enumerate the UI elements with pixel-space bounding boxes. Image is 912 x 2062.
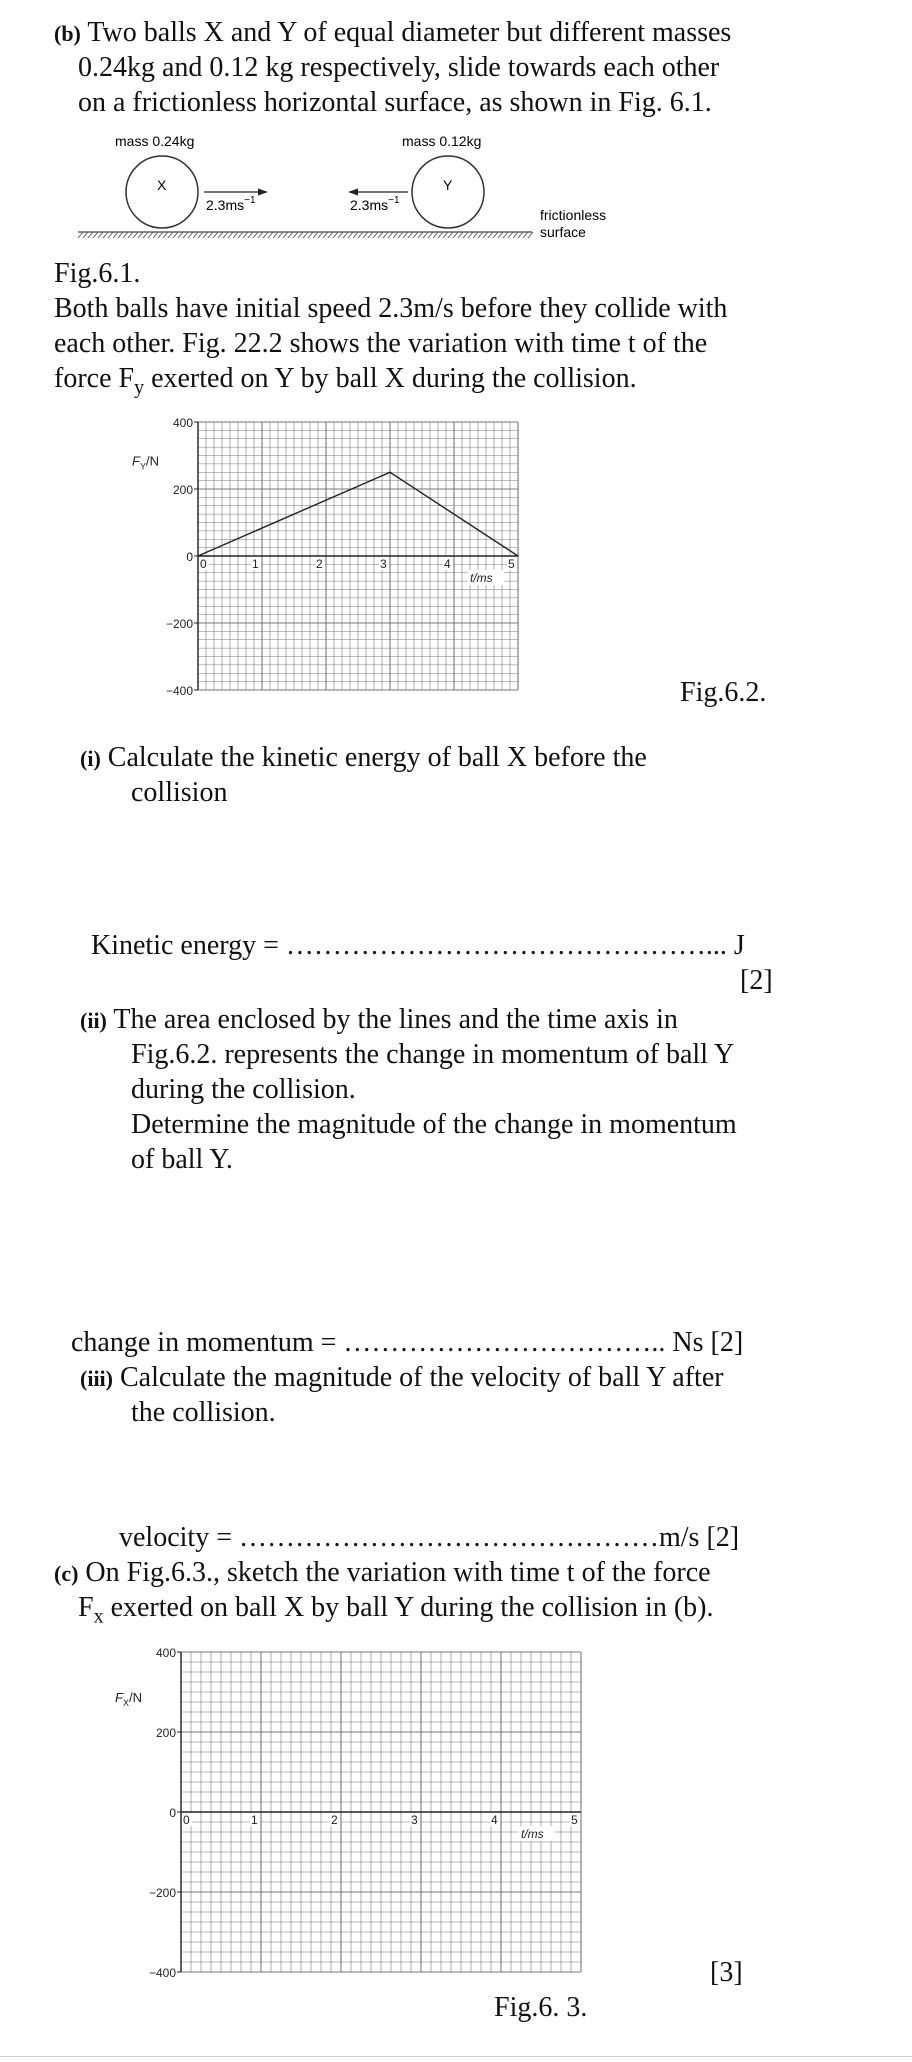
y-tick-label: 0 xyxy=(186,550,193,564)
hatch-stroke xyxy=(413,232,418,238)
hatch-stroke xyxy=(423,232,428,238)
part-c-marks: [3] xyxy=(710,1957,743,1988)
data-point xyxy=(389,471,391,473)
q-i-label: (i) xyxy=(80,746,101,771)
hatch-stroke xyxy=(248,232,253,238)
x-tick-label: 4 xyxy=(491,1813,498,1827)
y-tick-label: −200 xyxy=(148,1886,176,1900)
hatch-stroke xyxy=(443,232,448,238)
hatch-stroke xyxy=(303,232,308,238)
fig62-chart xyxy=(120,410,610,700)
hatch-stroke xyxy=(453,232,458,238)
hatch-stroke xyxy=(288,232,293,238)
surface-label-1: frictionless xyxy=(540,207,607,223)
hatch-stroke xyxy=(308,232,313,238)
y-tick-label: 200 xyxy=(172,483,193,497)
hatch-stroke xyxy=(133,232,138,238)
x-tick-label: 3 xyxy=(380,557,387,571)
hatch-stroke xyxy=(93,232,98,238)
hatch-stroke xyxy=(323,232,328,238)
surface-label-2: surface xyxy=(540,224,586,240)
arrow-y-head xyxy=(348,189,358,196)
hatch-stroke xyxy=(153,232,158,238)
hatch-stroke xyxy=(343,232,348,238)
hatch-stroke xyxy=(193,232,198,238)
hatch-stroke xyxy=(473,232,478,238)
hatch-stroke xyxy=(103,232,108,238)
hatch-stroke xyxy=(258,232,263,238)
hatch-stroke xyxy=(228,232,233,238)
hatch-stroke xyxy=(283,232,288,238)
hatch-stroke xyxy=(313,232,318,238)
x-tick-label: 0 xyxy=(183,1813,190,1827)
hatch-stroke xyxy=(528,232,533,238)
x-axis-title: t/ms xyxy=(470,571,493,585)
q-ii-line4: Determine the magnitude of the change in momentum xyxy=(131,1109,737,1140)
q-ii-answer: change in momentum = …………………………….. Ns [2] xyxy=(71,1327,744,1358)
hatch-stroke xyxy=(433,232,438,238)
hatch-stroke xyxy=(218,232,223,238)
y-tick-label: 400 xyxy=(172,416,193,430)
q-ii-line2: Fig.6.2. represents the change in momentum of ball Y xyxy=(131,1039,735,1070)
q-i-answer: Kinetic energy = ………………………………………... J xyxy=(91,930,745,961)
y-axis-title: $F_X/N$ xyxy=(115,1690,142,1708)
hatch-stroke xyxy=(113,232,118,238)
hatch-stroke xyxy=(178,232,183,238)
page-bottom-rule xyxy=(0,2056,912,2057)
hatch-stroke xyxy=(273,232,278,238)
hatch-stroke xyxy=(233,232,238,238)
hatch-stroke xyxy=(128,232,133,238)
hatch-stroke xyxy=(498,232,503,238)
hatch-stroke xyxy=(493,232,498,238)
hatch-stroke xyxy=(403,232,408,238)
hatch-stroke xyxy=(98,232,103,238)
hatch-stroke xyxy=(278,232,283,238)
hatch-stroke xyxy=(173,232,178,238)
fig63-chart xyxy=(103,1640,593,1980)
hatch-stroke xyxy=(428,232,433,238)
hatch-stroke xyxy=(148,232,153,238)
hatch-stroke xyxy=(208,232,213,238)
hatch-stroke xyxy=(468,232,473,238)
part-c-label: (c) xyxy=(54,1561,79,1586)
hatch-stroke xyxy=(373,232,378,238)
intro-line2: each other. Fig. 22.2 shows the variation with time t of the xyxy=(54,328,708,359)
hatch-stroke xyxy=(263,232,268,238)
speed-x-label: $2.3ms^{-1}$ xyxy=(206,195,256,213)
part-c-line1: (c) On Fig.6.3., sketch the variation with time t of the force xyxy=(54,1557,711,1588)
part-b-line1: (b) Two balls X and Y of equal diameter but different masses xyxy=(54,17,732,48)
fig62-caption: Fig.6.2. xyxy=(680,677,767,708)
hatch-stroke xyxy=(358,232,363,238)
y-tick-label: −200 xyxy=(165,617,193,631)
x-tick-label: 5 xyxy=(571,1813,578,1827)
hatch-stroke xyxy=(328,232,333,238)
x-tick-label: 2 xyxy=(316,557,323,571)
hatch-stroke xyxy=(418,232,423,238)
hatch-stroke xyxy=(383,232,388,238)
x-axis-title: t/ms xyxy=(521,1827,544,1841)
y-axis-title: $F_Y/N$ xyxy=(132,453,159,472)
y-tick-label: 200 xyxy=(155,1726,176,1740)
fig63-caption: Fig.6. 3. xyxy=(494,1992,588,2023)
hatch-stroke xyxy=(508,232,513,238)
x-tick-label: 4 xyxy=(444,557,451,571)
hatch-stroke xyxy=(388,232,393,238)
part-b-line2: 0.24kg and 0.12 kg respectively, slide towards each other xyxy=(78,52,720,83)
q-iii-label: (iii) xyxy=(80,1366,113,1391)
ball-x-letter: X xyxy=(157,177,167,193)
hatch-stroke xyxy=(378,232,383,238)
q-ii-label: (ii) xyxy=(80,1008,107,1033)
q-ii-line1: (ii) The area enclosed by the lines and the time axis in xyxy=(80,1004,678,1035)
hatch-stroke xyxy=(348,232,353,238)
y-tick-label: 400 xyxy=(155,1646,176,1660)
hatch-stroke xyxy=(83,232,88,238)
hatch-stroke xyxy=(363,232,368,238)
hatch-stroke xyxy=(188,232,193,238)
hatch-stroke xyxy=(408,232,413,238)
hatch-stroke xyxy=(458,232,463,238)
data-point xyxy=(197,555,199,557)
q-iii-line2: the collision. xyxy=(131,1397,276,1428)
hatch-stroke xyxy=(398,232,403,238)
hatch-stroke xyxy=(438,232,443,238)
intro-line3: force $F_y$ exerted on Y by ball X during the collision. xyxy=(54,363,637,399)
x-tick-label: 0 xyxy=(200,557,207,571)
x-tick-label: 1 xyxy=(251,1813,258,1827)
hatch-stroke xyxy=(318,232,323,238)
hatch-stroke xyxy=(483,232,488,238)
hatch-stroke xyxy=(513,232,518,238)
hatch-stroke xyxy=(448,232,453,238)
hatch-stroke xyxy=(118,232,123,238)
hatch-stroke xyxy=(298,232,303,238)
x-tick-label: 1 xyxy=(252,557,259,571)
q-iii-answer: velocity = ………………………………………m/s [2] xyxy=(119,1522,740,1553)
hatch-stroke xyxy=(88,232,93,238)
hatch-stroke xyxy=(268,232,273,238)
hatch-stroke xyxy=(368,232,373,238)
fig61-caption: Fig.6.1. xyxy=(54,258,141,289)
q-ii-line3: during the collision. xyxy=(131,1074,356,1105)
hatch-stroke xyxy=(108,232,113,238)
hatch-stroke xyxy=(503,232,508,238)
hatch-stroke xyxy=(223,232,228,238)
hatch-stroke xyxy=(253,232,258,238)
x-tick-label: 5 xyxy=(508,557,515,571)
hatch-stroke xyxy=(158,232,163,238)
part-b-line3: on a frictionless horizontal surface, as shown in Fig. 6.1. xyxy=(78,87,712,118)
hatch-stroke xyxy=(168,232,173,238)
arrow-x-head xyxy=(258,189,268,196)
q-i-line2: collision xyxy=(131,777,228,808)
hatch-stroke xyxy=(333,232,338,238)
x-tick-label: 3 xyxy=(411,1813,418,1827)
ball-y-letter: Y xyxy=(443,177,453,193)
hatch-stroke xyxy=(293,232,298,238)
mass-y-label: mass 0.12kg xyxy=(402,133,482,149)
q-i-line1: (i) Calculate the kinetic energy of ball X before the xyxy=(80,742,647,773)
hatch-stroke xyxy=(183,232,188,238)
hatch-stroke xyxy=(238,232,243,238)
fig61-diagram xyxy=(70,128,630,248)
q-ii-line5: of ball Y. xyxy=(131,1144,233,1175)
data-point xyxy=(517,555,519,557)
part-b-label: (b) xyxy=(54,21,81,46)
hatch-stroke xyxy=(213,232,218,238)
q-i-marks: [2] xyxy=(740,965,773,996)
hatch-stroke xyxy=(353,232,358,238)
y-tick-label: −400 xyxy=(148,1966,176,1980)
x-tick-label: 2 xyxy=(331,1813,338,1827)
y-tick-label: −400 xyxy=(165,684,193,698)
hatch-stroke xyxy=(78,232,83,238)
hatch-stroke xyxy=(463,232,468,238)
hatch-stroke xyxy=(138,232,143,238)
hatch-stroke xyxy=(203,232,208,238)
hatch-stroke xyxy=(478,232,483,238)
hatch-stroke xyxy=(123,232,128,238)
hatch-stroke xyxy=(488,232,493,238)
hatch-stroke xyxy=(518,232,523,238)
intro-line1: Both balls have initial speed 2.3m/s before they collide with xyxy=(54,293,728,324)
hatch-stroke xyxy=(523,232,528,238)
q-iii-line1: (iii) Calculate the magnitude of the velocity of ball Y after xyxy=(80,1362,724,1393)
hatch-stroke xyxy=(338,232,343,238)
speed-y-label: $2.3ms^{-1}$ xyxy=(350,195,400,213)
hatch-stroke xyxy=(393,232,398,238)
hatch-stroke xyxy=(198,232,203,238)
y-tick-label: 0 xyxy=(169,1806,176,1820)
hatch-stroke xyxy=(163,232,168,238)
part-c-line2: $F_x$ exerted on ball X by ball Y during the collision in (b). xyxy=(78,1592,714,1628)
hatch-stroke xyxy=(243,232,248,238)
hatch-stroke xyxy=(143,232,148,238)
ground-hatch xyxy=(78,232,533,238)
mass-x-label: mass 0.24kg xyxy=(115,133,195,149)
